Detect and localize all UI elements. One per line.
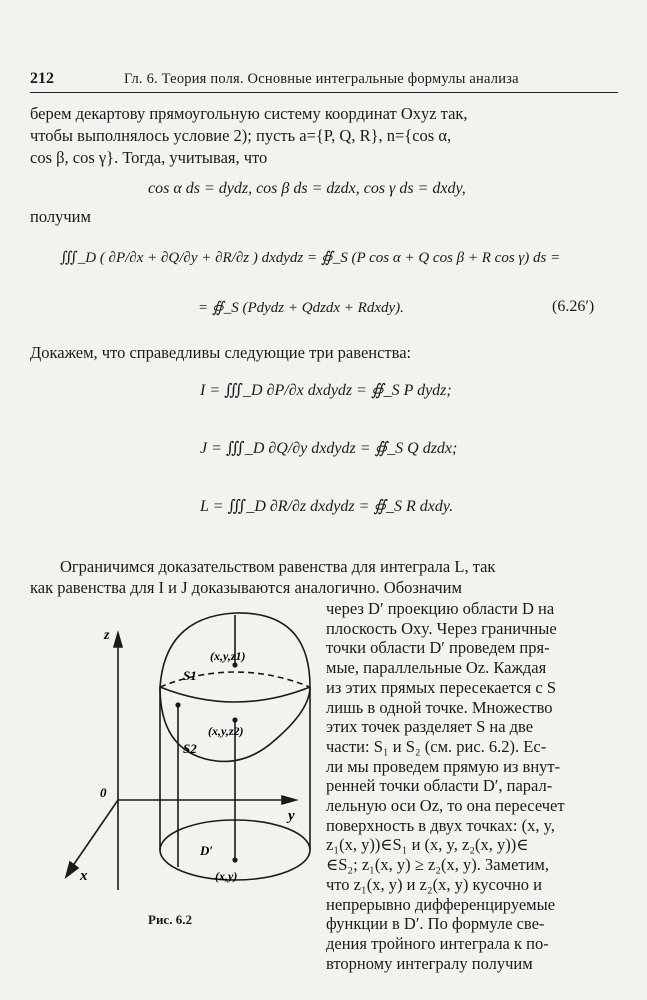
label-origin: 0 [100,785,107,800]
point-base [232,857,237,862]
col-line: ренней точки области D′, парал- [326,776,553,796]
col-line: мые, параллельные Oz. Каждая [326,658,547,678]
equation-cos: cos α ds = dydz, cos β ds = dzdx, cos γ ds = dxdy, [148,180,466,197]
col-line: вторному интегралу получим [326,953,533,973]
col-line: из этих прямых пересекается с S [326,677,557,697]
col-line: что z₁(x, y) и z₂(x, y) кусочно и [326,874,543,894]
point-z1 [232,662,237,667]
col-line: лишь в одной точке. Множество [326,697,553,717]
body-line-2: как равенства для I и J доказываются аналогично. Обозначим [30,578,462,597]
z-axis-arrow [114,633,122,647]
intro-line-3: cos β, cos γ}. Тогда, учитывая, что [30,148,268,167]
equation-label: (6.26′) [552,298,595,315]
col-line: функции в D′. По формуле све- [326,914,545,934]
label-point-1: (x,y,z1) [210,649,246,663]
col-line: поверхность в двух точках: (x, y, [326,815,555,835]
equality-J: J = ∭_D ∂Q/∂y dxdydz = ∯_S Q dzdx; [200,440,458,457]
y-axis-arrow [282,796,296,804]
col-line: z₁(x, y))∈S₁ и (x, y, z₂(x, y))∈ [326,835,529,855]
equality-I: I = ∭_D ∂P/∂x dxdydz = ∯_S P dydz; [200,382,452,399]
x-axis [70,800,118,870]
col-line: дения тройного интеграла к по- [326,933,549,953]
col-line: точки области D′ проведем пря- [326,638,550,658]
equation-main-line-2: = ∯_S (Pdydz + Qdzdx + Rdxdy). [198,300,404,316]
figure-6-2 [60,605,320,905]
running-title: Гл. 6. Теория поля. Основные интегральные формулы анализа [124,71,519,87]
col-line: лельную оси Oz, то она пересечет [326,796,565,815]
col-line: через D′ проекцию области D на [326,599,555,618]
point-z2 [232,717,237,722]
point-left [175,702,180,707]
col-line: этих точек разделяет S на две [326,717,534,737]
mid-curve-front [160,687,310,702]
intro-line-2: чтобы выполнялось условие 2); пусть a={P, Q, R}, n={cos α, [30,126,452,145]
col-line: ли мы проведем прямую из внут- [326,756,561,776]
label-s2: S2 [183,741,197,756]
col-line: плоскость Oxy. Через граничные [326,618,557,638]
label-z: z [104,628,110,643]
col-line: ∈S₂; z₁(x, y) ≥ z₂(x, y). Заметим, [326,855,549,875]
label-y: y [288,808,295,824]
label-x: x [80,868,88,884]
equality-L: L = ∭_D ∂R/∂z dxdydz = ∯_S R dxdy. [200,498,454,515]
label-point-2: (x,y,z2) [208,724,244,738]
intro-line-1: берем декартову прямоугольную систему координат Oxyz так, [30,104,468,123]
x-axis-arrow [66,862,78,877]
col-line: непрерывно дифференцируемые [326,894,556,914]
page-header [30,68,618,93]
figure-caption: Рис. 6.2 [148,912,192,927]
label-point-0: (x,y) [215,869,238,883]
col-line: части: S₁ и S₂ (см. рис. 6.2). Ес- [326,736,547,756]
body-line-1: Ограничимся доказательством равенства для интеграла L, так [60,557,496,576]
word-poluchim: получим [30,207,91,226]
label-s1: S1 [183,668,197,683]
prove-text: Докажем, что справедливы следующие три равенства: [30,343,412,362]
page-number: 212 [30,70,54,87]
label-d-prime: D′ [200,843,214,858]
equation-main-line-1: ∭_D ( ∂P/∂x + ∂Q/∂y + ∂R/∂z ) dxdydz = ∯_S (P cos α + Q cos β + R cos γ) ds = [60,250,561,266]
